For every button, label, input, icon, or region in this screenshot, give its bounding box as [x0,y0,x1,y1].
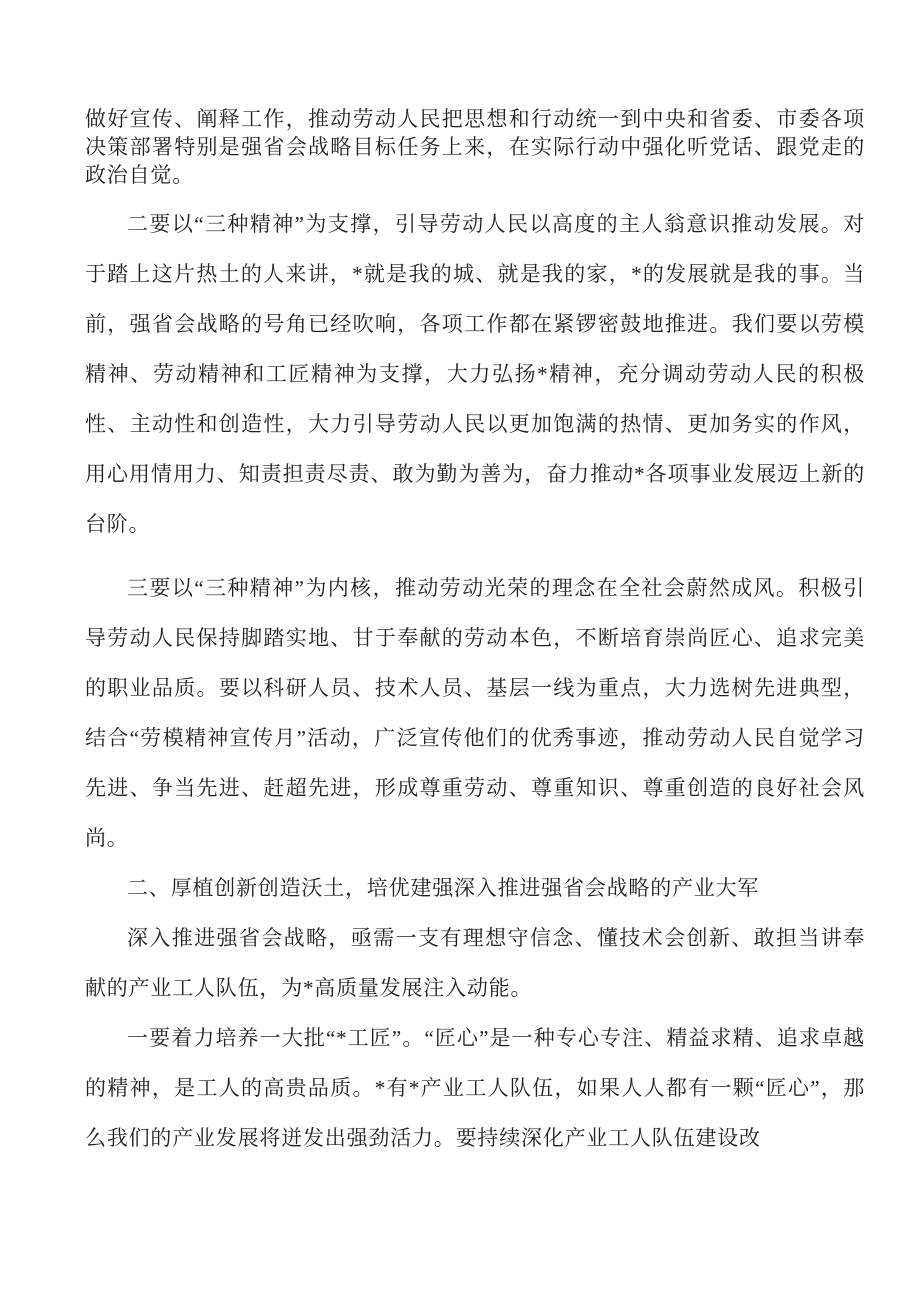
paragraph-continuation: 做好宣传、阐释工作，推动劳动人民把思想和行动统一到中央和省委、市委各项决策部署特别是强省会战略目标任务上来，在实际行动中强化听党话、跟党走的政治自觉。 [85,107,865,187]
paragraph-section-intro: 深入推进强省会战略，亟需一支有理想守信念、懂技术会创新、敢担当讲奉献的产业工人队伍，为*高质量发展注入动能。 [85,926,865,1000]
paragraph-second-point: 二要以“三种精神”为支撑，引导劳动人民以高度的主人翁意识推动发展。对于踏上这片热土的人来讲，*就是我的城、就是我的家，*的发展就是我的事。当前，强省会战略的号角已经吹响，各项工作都在紧锣密鼓地推进。我们要以劳模精神、劳动精神和工匠精神为支撑，大力弘扬*精神，充分调动劳动人民的积极性、主动性和创造性，大力引导劳动人民以更加饱满的热情、更加务实的作风，用心用情用力、知责担责尽责、敢为勤为善为，奋力推动*各项事业发展迈上新的台阶。 [85,212,865,536]
section-heading: 二、厚植创新创造沃土，培优建强深入推进强省会战略的产业大军 [127,876,760,900]
paragraph-first-point-cut-off: 一要着力培养一大批“*工匠”。“匠心”是一种专心专注、精益求精、追求卓越的精神，是工人的高贵品质。*有*产业工人队伍，如果人人都有一颗“匠心”，那么我们的产业发展将迸发出强劲活力。要持续深化产业工人队伍建设改 [85,1026,865,1150]
paragraph-third-point: 三要以“三种精神”为内核，推动劳动光荣的理念在全社会蔚然成风。积极引导劳动人民保持脚踏实地、甘于奉献的劳动本色，不断培育崇尚匠心、追求完美的职业品质。要以科研人员、技术人员、基层一线为重点，大力选树先进典型，结合“劳模精神宣传月”活动，广泛宣传他们的优秀事迹，推动劳动人民自觉学习先进、争当先进、赶超先进，形成尊重劳动、尊重知识、尊重创造的良好社会风尚。 [85,576,865,850]
